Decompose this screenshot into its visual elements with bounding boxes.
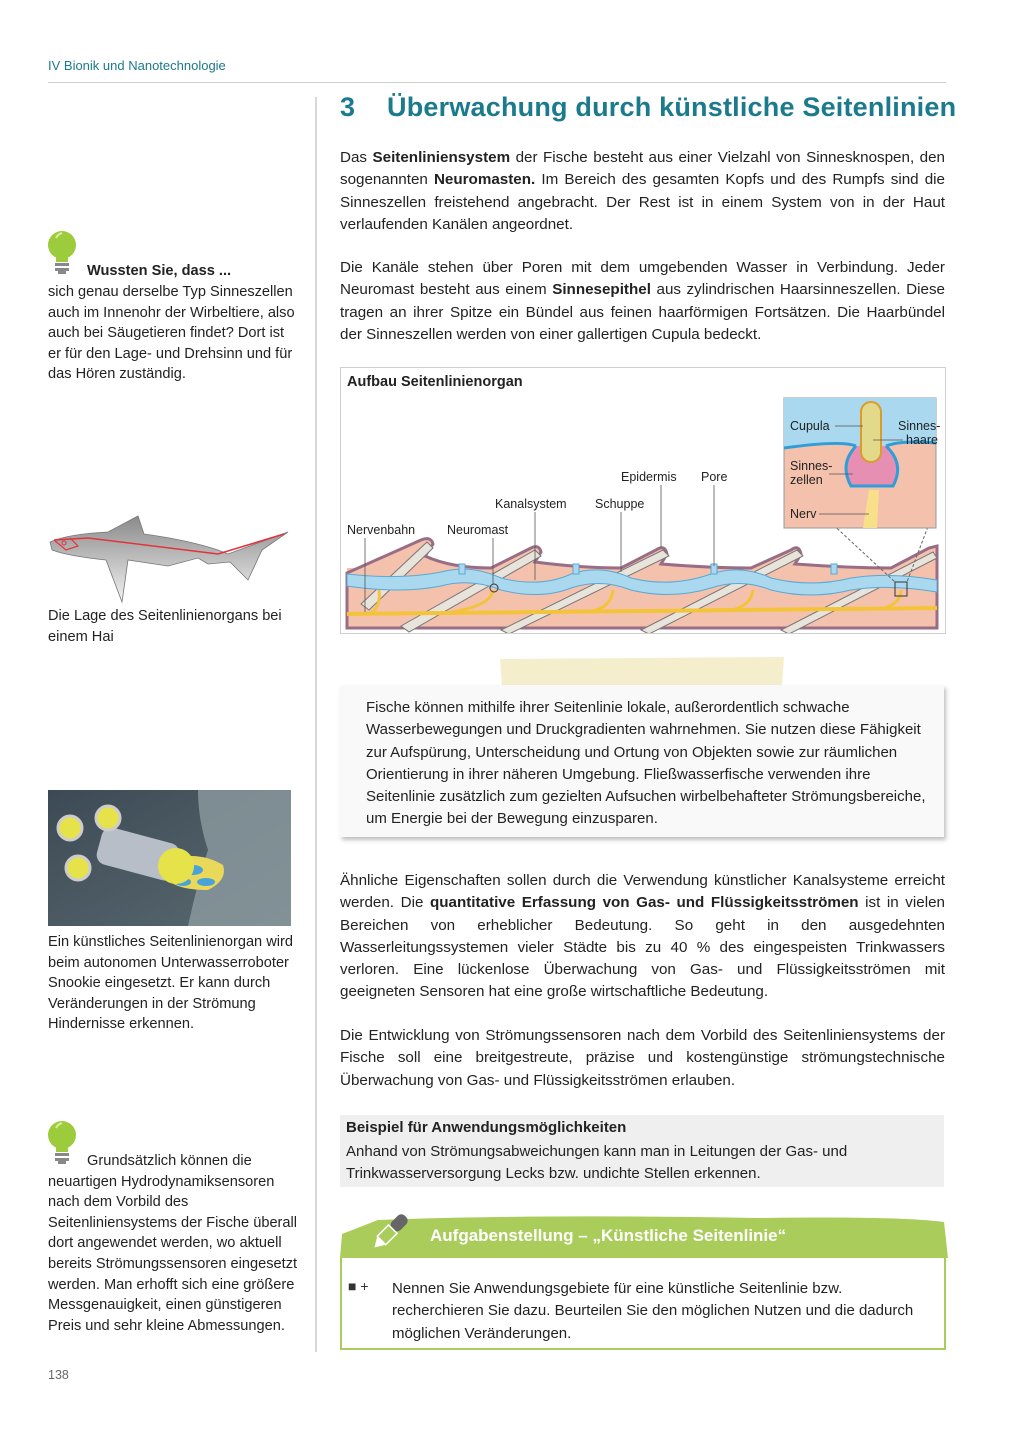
- figure-lateral-line-organ: [340, 367, 946, 634]
- bold-term: quantitative Erfassung von Gas- und Flüssigkeitsströmen: [429, 894, 859, 912]
- tip1-text: sich genau derselbe Typ Sinneszellen auch im Innenohr der Wirbeltiere, also auch bei Säugetieren findet? Dort ist er für den Lage- und Drehsinn und für das Hören zuständig.: [48, 284, 295, 383]
- label-kanalsystem: Kanalsystem: [495, 497, 567, 511]
- example-box: [340, 1115, 944, 1187]
- paragraph-development: Die Entwicklung von Strömungssensoren nach dem Vorbild des Seitenliniensystems der Fische soll eine breitgestreute, präzise und kostengünstige strömungstechnische Überwachung von Gas- und Flüssigkeitsströmen erlauben.: [340, 1027, 945, 1089]
- text: Ähnliche Eigenschaften sollen durch die Verwendung künstlicher Kanalsysteme erreicht werden. Die: [340, 872, 945, 912]
- label-sinneshaare-1: Sinnes-: [898, 419, 941, 433]
- column-divider: [315, 97, 317, 1352]
- tip2-text: Grundsätzlich können die neuartigen Hydrodynamiksensoren nach dem Vorbild des Seitenliniensystems der Fische überall dort angewendet werden, wo aktuell bereits Strömungssensoren eingesetzt werden. Man erhofft sich eine größere Messgenauigkeit, einen günstigeren Preis und sehr kleine Abmessungen.: [48, 1153, 298, 1334]
- example-text: Anhand von Strömungsabweichungen kann man in Leitungen der Gas- und Trinkwasserversorgung Lecks bzw. undichte Stellen erkennen.: [346, 1143, 848, 1183]
- lightbulb-icon: [46, 230, 78, 274]
- snookie-robot-image: [48, 790, 291, 926]
- page-number: 138: [48, 1368, 69, 1382]
- pen-icon: [366, 1208, 414, 1256]
- robot-caption: Ein künstliches Seitenlinienorgan wird beim autonomen Unterwasserroboter Snookie eingesetzt. Er kann durch Veränderungen in der Strömung Hindernisse erkennen.: [48, 934, 293, 1033]
- label-nerv: Nerv: [790, 507, 817, 521]
- text: ist in vielen Bereichen von erheblicher Bedeutung. So geht in den ausgedehnten Wasserleitungssystemen vieler Städte bis zu 40 % des eingespeisten Trinkwassers verloren. Eine lückenlose Überwachung von Gas- und Flüssigkeitsströmen mit geeigneten Sensoren hat eine große wirtschaftliche Bedeutung.: [340, 894, 945, 1001]
- chapter-title-text: Überwachung durch künstliche Seitenlinien: [387, 92, 957, 122]
- label-schuppe: Schuppe: [595, 497, 645, 511]
- text: aus zylindrischen Haarsinneszellen. Diese tragen an ihrer Spitze ein Bündel aus feinen haarförmigen Fortsätzen. Die Haarbündel der Sinneszellen werden von einer gallertigen Cupula bedeckt.: [340, 281, 945, 343]
- lateral-line-diagram: [341, 368, 945, 633]
- chapter-number: 3: [340, 92, 356, 122]
- label-epidermis: Epidermis: [621, 470, 677, 484]
- tip1-title: Wussten Sie, dass ...: [87, 263, 232, 279]
- chapter-title: [340, 92, 956, 123]
- label-cupula: Cupula: [790, 419, 830, 433]
- task-bullet-icon: ■ +: [348, 1278, 369, 1294]
- task-title: Aufgabenstellung – „Künstliche Seitenlinie“: [430, 1226, 787, 1245]
- task-box: [340, 1258, 946, 1350]
- label-nervenbahn: Nervenbahn: [347, 523, 416, 537]
- text: Das: [340, 149, 373, 166]
- label-neuromast: Neuromast: [447, 523, 509, 537]
- example-title: Beispiel für Anwendungsmöglichkeiten: [346, 1119, 627, 1136]
- note-text: Fische können mithilfe ihrer Seitenlinie lokale, außerordentlich schwache Wasserbewegungen und Druckgradienten wahrnehmen. Sie nutzen diese Fähigkeit zur Aufspürung, Unterscheidung und Ortung von Objekten sowie zur räumlichen Orientierung in ihrer näheren Umgebung. Fließwasserfische verwenden ihre Seitenlinie zusätzlich zum gezielten Aufsuchen wirbelbehafteter Strömungsbereiche, um Energie bei der Bewegung einzusparen.: [366, 699, 926, 828]
- text: Im Bereich des gesamten Kopfs und des Rumpfs sind die Sinneszellen freistehend angebracht. Der Rest ist in einem System von in der Haut verlaufenden Kanälen angeordnet.: [340, 171, 945, 233]
- tape-decoration: [496, 655, 788, 689]
- shark-caption: Die Lage des Seitenlinienorgans bei einem Hai: [48, 608, 282, 645]
- bold-term: Sinnesepithel: [552, 281, 651, 299]
- figure-title: Aufbau Seitenlinienorgan: [347, 374, 523, 390]
- label-sinneshaare-2: haare: [906, 433, 938, 447]
- task-text: Nennen Sie Anwendungsgebiete für eine künstliche Seitenlinie bzw. recherchieren Sie dazu. Beurteilen Sie den möglichen Nutzen und die dadurch möglichen Veränderungen.: [392, 1280, 914, 1342]
- shark-illustration: [48, 510, 293, 605]
- text: Die Kanäle stehen über Poren mit dem umgebenden Wasser in Verbindung. Jeder Neuromast besteht aus einem: [340, 259, 945, 299]
- bold-term: Seitenliniensystem: [372, 149, 511, 166]
- paragraph-intro: [340, 147, 945, 236]
- running-head: IV Bionik und Nanotechnologie: [48, 58, 226, 73]
- text: der Fische besteht aus einer Vielzahl von Sinnesknospen, den sogenannten: [340, 149, 945, 189]
- label-sinneszellen-1: Sinnes-: [790, 459, 833, 473]
- paragraph-artificial-canals: [340, 870, 945, 1004]
- info-note-card: [340, 685, 944, 837]
- label-pore: Pore: [701, 470, 728, 484]
- paragraph-canals: [340, 257, 945, 346]
- label-sinneszellen-2: zellen: [790, 473, 823, 487]
- header-divider: [48, 82, 946, 83]
- bold-term: Neuromasten.: [433, 171, 536, 189]
